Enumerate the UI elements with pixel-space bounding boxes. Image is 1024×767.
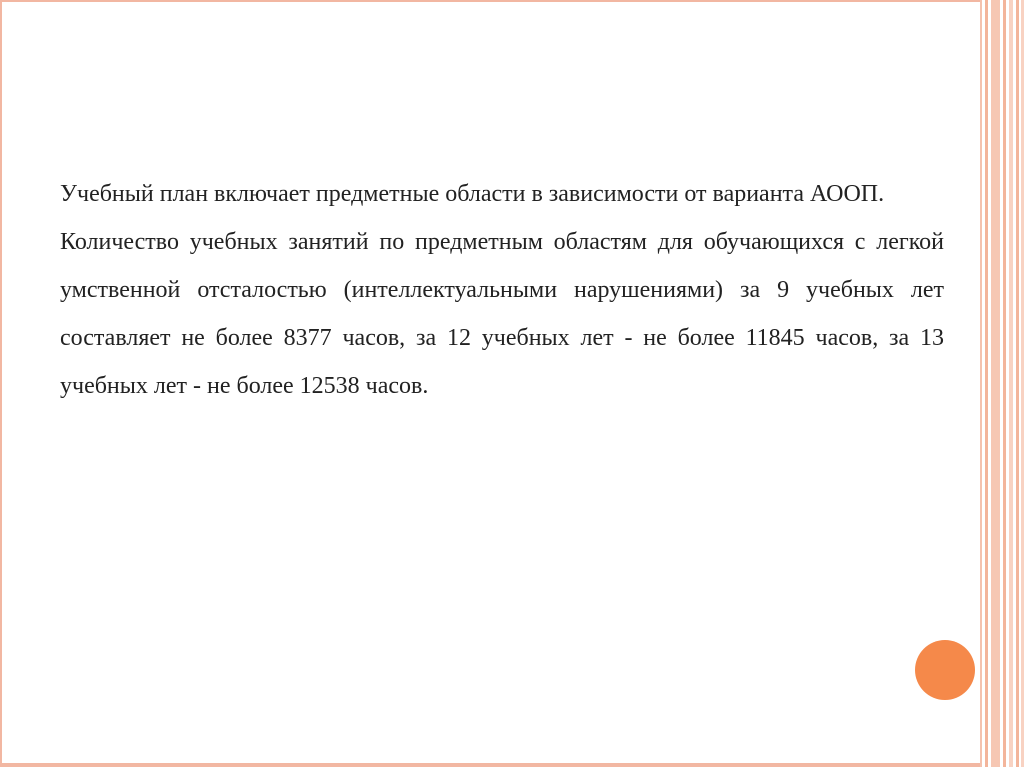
decorative-stripe [980,0,982,767]
decorative-stripe [1009,0,1013,767]
slide-body [60,170,944,410]
slide-frame-top [0,0,980,2]
paragraph-curriculum: Учебный план включает предметные области в зависимости от варианта АООП. [60,181,885,207]
paragraph-hours: Количество учебных занятий по предметным областям для обучающихся с легкой умственной отсталостью (интеллектуальными нарушениями) за 9 учебных лет составляет не более 8377 часов, за 12 учебных лет - не более 11845 часов, за 13 учебных лет - не более 12538 часов. [60,229,944,399]
slide-frame-left [0,0,2,767]
decorative-stripe [1016,0,1019,767]
slide-frame-bottom [0,763,980,767]
decorative-stripe [985,0,988,767]
decorative-circle [915,640,975,700]
decorative-stripe [1003,0,1006,767]
decorative-stripe [991,0,1000,767]
